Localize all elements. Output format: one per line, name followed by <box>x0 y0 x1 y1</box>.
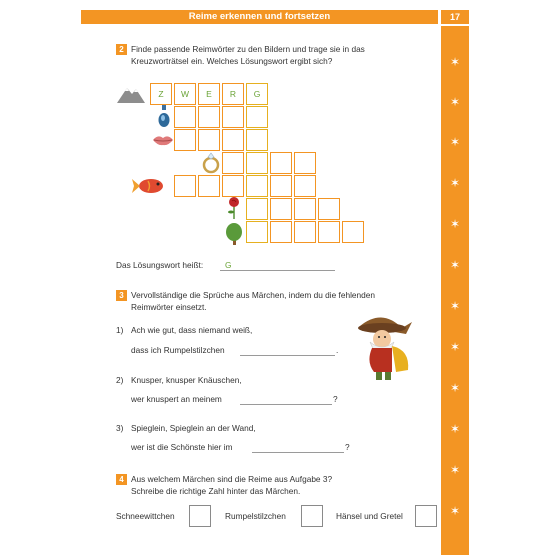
star-icon: ✶ <box>449 55 461 69</box>
crossword-cell[interactable] <box>318 198 340 220</box>
star-icon: ✶ <box>449 463 461 477</box>
solution-cell[interactable] <box>246 152 268 174</box>
verse-line2: wer ist die Schönste hier im <box>131 442 233 452</box>
side-strip <box>441 26 469 555</box>
tale-number-box[interactable] <box>189 505 211 527</box>
bottle-icon <box>157 104 171 128</box>
task4-instruction-line1: Aus welchem Märchen sind die Reime aus Aufgabe 3? <box>131 474 333 484</box>
star-icon: ✶ <box>449 258 461 272</box>
star-icon: ✶ <box>449 340 461 354</box>
tale-number-box[interactable] <box>415 505 437 527</box>
crossword-cell[interactable]: Z <box>150 83 172 105</box>
verse-number: 2) <box>116 375 124 385</box>
answer-line[interactable] <box>240 355 335 356</box>
tree-icon <box>224 222 244 246</box>
lips-icon <box>152 133 174 147</box>
star-icon: ✶ <box>449 176 461 190</box>
star-icon: ✶ <box>449 217 461 231</box>
crossword-cell[interactable] <box>222 175 244 197</box>
task3-instruction-line1: Vervollständige die Sprüche aus Märchen, indem du die fehlenden <box>131 290 375 300</box>
crossword-cell[interactable] <box>174 106 196 128</box>
solution-label: Das Lösungswort heißt: <box>116 260 204 270</box>
crossword-cell[interactable]: W <box>174 83 196 105</box>
solution-answer-line[interactable] <box>220 270 335 271</box>
crossword-cell[interactable] <box>294 152 316 174</box>
answer-line[interactable] <box>240 404 332 405</box>
crossword-cell[interactable]: E <box>198 83 220 105</box>
verse-end: . <box>336 345 339 355</box>
tale-number-box[interactable] <box>301 505 323 527</box>
crossword-cell[interactable] <box>270 221 292 243</box>
task2-instruction-line1: Finde passende Reimwörter zu den Bildern und trage sie in das <box>131 44 365 54</box>
verse-line2: wer knuspert an meinem <box>131 394 222 404</box>
star-icon: ✶ <box>449 135 461 149</box>
dwarf-illustration <box>352 312 422 382</box>
mountain-icon <box>116 84 146 104</box>
rose-icon <box>226 196 242 220</box>
star-icon: ✶ <box>449 95 461 109</box>
fish-icon <box>131 176 167 196</box>
crossword-cell[interactable] <box>174 175 196 197</box>
crossword-cell[interactable] <box>198 129 220 151</box>
star-icon: ✶ <box>449 504 461 518</box>
answer-line[interactable] <box>252 452 344 453</box>
crossword-cell[interactable] <box>270 198 292 220</box>
ring-icon <box>200 152 222 174</box>
crossword-cell[interactable] <box>318 221 340 243</box>
solution-cell[interactable] <box>246 129 268 151</box>
crossword-cell[interactable] <box>342 221 364 243</box>
solution-cell[interactable] <box>246 198 268 220</box>
page-number: 17 <box>441 10 469 24</box>
star-icon: ✶ <box>449 422 461 436</box>
tale-label: Schneewittchen <box>116 511 175 521</box>
crossword-cell[interactable] <box>294 175 316 197</box>
crossword-cell[interactable] <box>198 106 220 128</box>
verse-number: 3) <box>116 423 124 433</box>
crossword-cell[interactable]: R <box>222 83 244 105</box>
star-icon: ✶ <box>449 299 461 313</box>
verse-number: 1) <box>116 325 124 335</box>
crossword-cell[interactable] <box>222 129 244 151</box>
verse-line1: Spieglein, Spieglein an der Wand, <box>131 423 256 433</box>
task4-instruction-line2: Schreibe die richtige Zahl hinter das Märchen. <box>131 486 301 496</box>
crossword-cell[interactable] <box>294 221 316 243</box>
crossword-cell[interactable] <box>222 152 244 174</box>
verse-line1: Knusper, knusper Knäuschen, <box>131 375 242 385</box>
star-icon: ✶ <box>449 381 461 395</box>
crossword-cell[interactable] <box>222 106 244 128</box>
solution-answer: G <box>225 260 232 270</box>
crossword-cell[interactable] <box>174 129 196 151</box>
tale-label: Hänsel und Gretel <box>336 511 403 521</box>
task-number: 3 <box>116 290 127 301</box>
verse-end: ? <box>345 442 350 452</box>
task-number: 2 <box>116 44 127 55</box>
crossword-cell[interactable] <box>198 175 220 197</box>
crossword-cell[interactable] <box>270 152 292 174</box>
crossword-cell[interactable] <box>270 175 292 197</box>
solution-cell[interactable] <box>246 221 268 243</box>
solution-cell[interactable] <box>246 106 268 128</box>
solution-cell[interactable] <box>246 175 268 197</box>
page-header: Reime erkennen und fortsetzen <box>81 10 438 24</box>
crossword-cell[interactable] <box>294 198 316 220</box>
verse-line2: dass ich Rumpelstilzchen <box>131 345 225 355</box>
task2-instruction-line2: Kreuzworträtsel ein. Welches Lösungswort ergibt sich? <box>131 56 333 66</box>
solution-cell[interactable]: G <box>246 83 268 105</box>
task3-instruction-line2: Reimwörter einsetzt. <box>131 302 207 312</box>
tale-label: Rumpelstilzchen <box>225 511 286 521</box>
verse-line1: Ach wie gut, dass niemand weiß, <box>131 325 253 335</box>
verse-end: ? <box>333 394 338 404</box>
task-number: 4 <box>116 474 127 485</box>
